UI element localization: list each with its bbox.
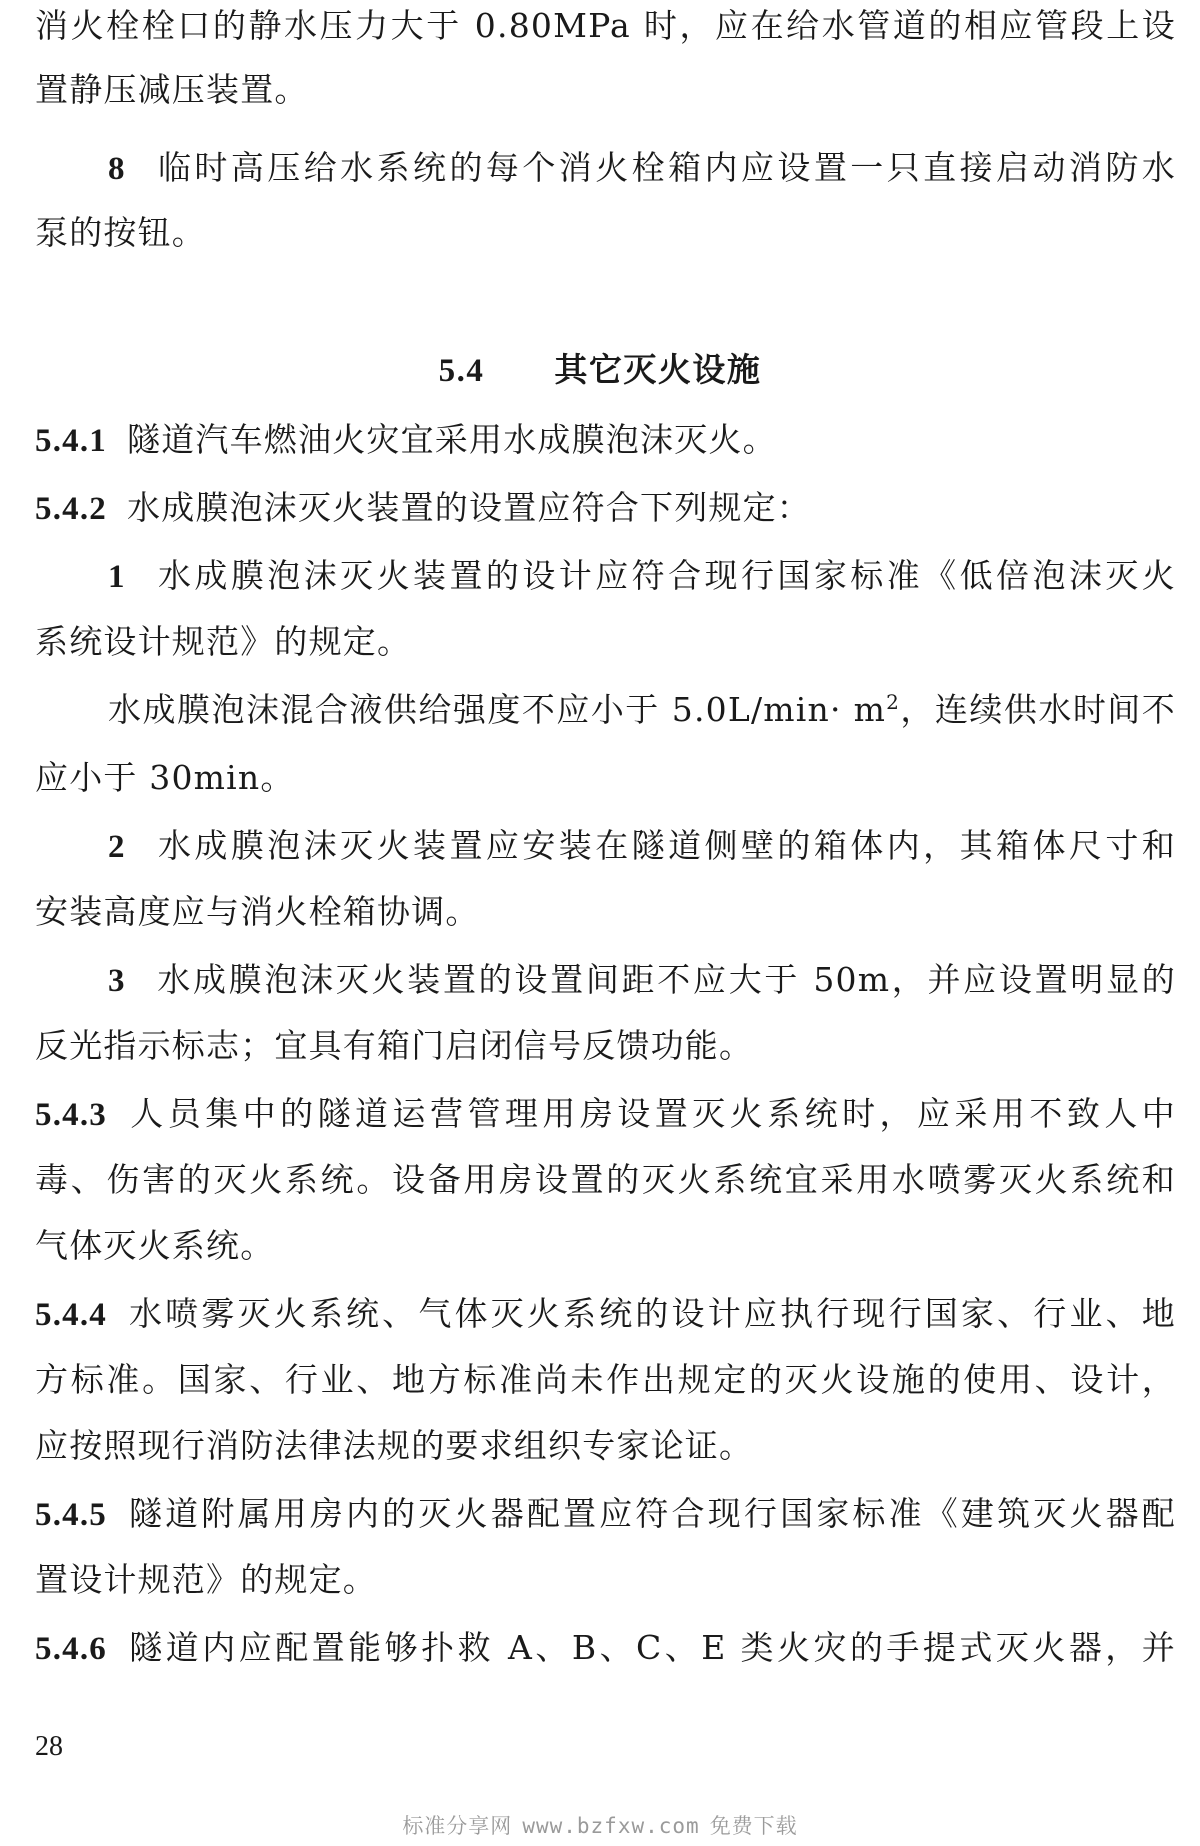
- text-line: 方标准。国家、行业、地方标准尚未作出规定的灭火设施的使用、设计，: [35, 1360, 1176, 1399]
- text-line: 安装高度应与消火栓箱协调。: [35, 892, 480, 931]
- clause-5-4-3: [35, 1094, 1176, 1135]
- page-number: 28: [35, 1731, 63, 1762]
- clause-number: 5.4.2: [35, 491, 107, 527]
- text-line: 置静压减压装置。: [35, 70, 309, 109]
- watermark-left: 标准分享网: [402, 1814, 513, 1838]
- clause-number: 5.4.5: [35, 1497, 107, 1533]
- clause-number: 5.4.1: [35, 423, 107, 459]
- clause-number: 5.4.6: [35, 1631, 107, 1667]
- clause-text: 水成膜泡沫灭火装置的设置应符合下列规定：: [127, 488, 811, 527]
- clause-5-4-2: [35, 488, 1176, 529]
- clause-text: 隧道附属用房内的灭火器配置应符合现行国家标准《建筑灭火器配: [127, 1494, 1176, 1533]
- item-number: 1: [108, 559, 126, 595]
- item-text: 水成膜泡沫灭火装置的设计应符合现行国家标准《低倍泡沫灭火: [155, 556, 1176, 595]
- list-item-3: [108, 960, 1176, 1001]
- list-item-1: [108, 556, 1176, 597]
- watermark-right: 免费下载: [709, 1814, 798, 1838]
- text-line: 应小于 30min。: [35, 758, 295, 797]
- clause-5-4-4: [35, 1294, 1176, 1335]
- paragraph-line: [108, 690, 1176, 730]
- clause-text: 水喷雾灭火系统、气体灭火系统的设计应执行现行国家、行业、地: [127, 1294, 1176, 1333]
- clause-5-4-6: [35, 1628, 1176, 1669]
- text-line: 系统设计规范》的规定。: [35, 622, 412, 661]
- item-number: 2: [108, 829, 126, 865]
- watermark: [0, 1812, 1200, 1840]
- text-line: 气体灭火系统。: [35, 1226, 275, 1265]
- clause-5-4-1: [35, 420, 1176, 461]
- clause-text: 隧道内应配置能够扑救 A、B、C、E 类火灾的手提式灭火器，并: [127, 1628, 1176, 1667]
- item-text: 水成膜泡沫灭火装置应安装在隧道侧壁的箱体内，其箱体尺寸和: [155, 826, 1176, 865]
- clause-text: 隧道汽车燃油火灾宜采用水成膜泡沫灭火。: [127, 420, 777, 459]
- text-line: 毒、伤害的灭火系统。设备用房设置的灭火系统宜采用水喷雾灭火系统和: [35, 1160, 1176, 1199]
- text-line: 置设计规范》的规定。: [35, 1560, 377, 1599]
- list-item-8: [108, 148, 1176, 189]
- section-heading: [0, 350, 1200, 391]
- item-number: 8: [108, 151, 126, 187]
- clause-number: 5.4.3: [35, 1097, 107, 1133]
- item-text: 水成膜泡沫灭火装置的设置间距不应大于 50m，并应设置明显的: [155, 960, 1176, 999]
- text-line: 反光指示标志；宜具有箱门启闭信号反馈功能。: [35, 1026, 754, 1065]
- clause-number: 5.4.4: [35, 1297, 107, 1333]
- clause-text: 人员集中的隧道运营管理用房设置灭火系统时，应采用不致人中: [127, 1094, 1176, 1133]
- item-text: 临时高压给水系统的每个消火栓箱内应设置一只直接启动消防水: [155, 148, 1176, 187]
- clause-5-4-5: [35, 1494, 1176, 1535]
- item-number: 3: [108, 963, 126, 999]
- text-line: 应按照现行消防法律法规的要求组织专家论证。: [35, 1426, 754, 1465]
- text-line: 消火栓栓口的静水压力大于 0.80MPa 时，应在给水管道的相应管段上设: [35, 6, 1176, 45]
- list-item-2: [108, 826, 1176, 867]
- section-title: 其它灭火设施: [554, 350, 762, 389]
- superscript: 2: [886, 690, 901, 714]
- section-number: 5.4: [438, 353, 485, 389]
- text-line: 泵的按钮。: [35, 213, 206, 252]
- paragraph-text: ，连续供水时间不: [900, 690, 1176, 729]
- watermark-site: www.bzfxw.com: [522, 1814, 700, 1838]
- paragraph-text: 水成膜泡沫混合液供给强度不应小于 5.0L/min· m: [108, 690, 887, 729]
